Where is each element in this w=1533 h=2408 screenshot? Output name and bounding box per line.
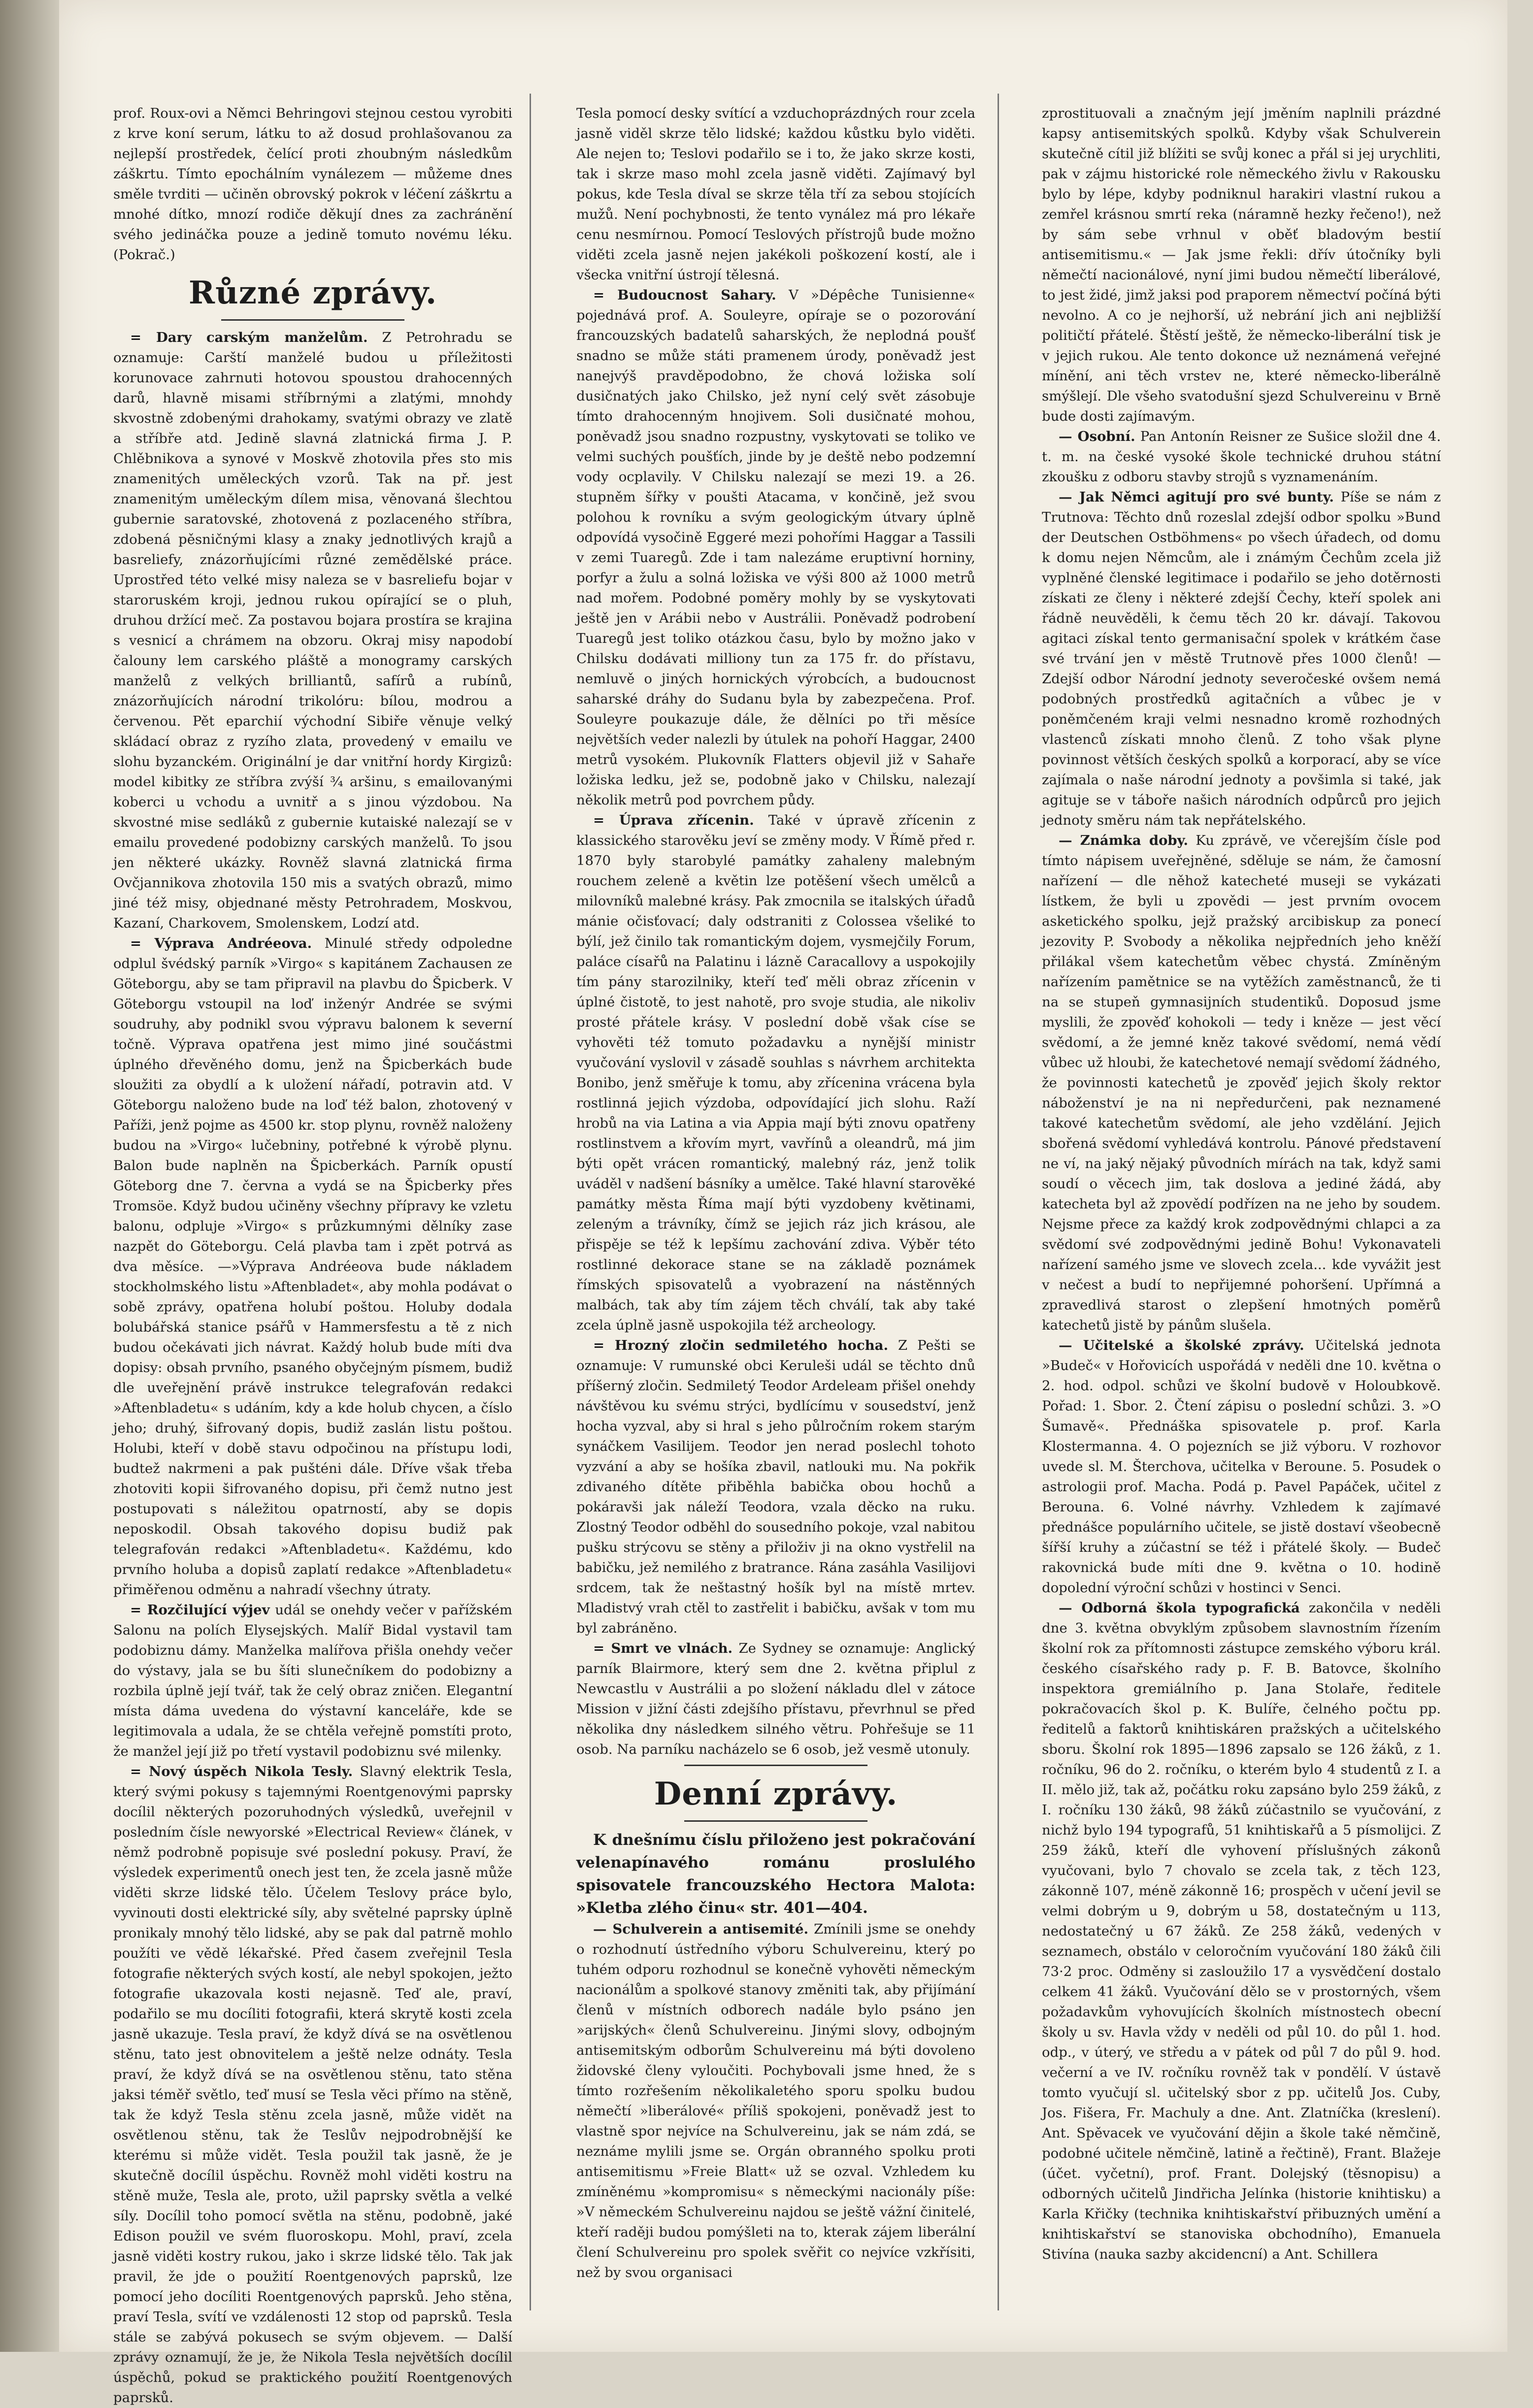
article-text: V »Dépêche Tunisienne« pojednává prof. A. Souleyre, opíraje se o pozorování francouzských badatelů saharských, že neplodná poušť snadno se může státi pramenem úrody, poněvadž jest nanejvýš pravděpodobno, že chová ložiska solí dusičnatých jako Chilsko, jež nyní celý svět zásobuje tímto drahocenným hnojivem. Soli dusičnaté mohou, poněvadž jsou snadno rozpustny, vyskytovati se toliko ve velmi suchých poušťích, jinde by je deště nebo podzemní vody ocplavily. V Chilsku nalezají se mezi 19. a 26. stupněm šířky v poušti Atacama, v končině, jež svou polohou k rovníku a svým geologickým útvary úplně odpovídá vysočině Eggeré mezi pohořími Haggar a Tassili v zemi Tuaregů. Zde i tam nalezáme eruptivní horniny, porfyr a žulu a solná ložiska ve výši 800 až 1000 metrů nad mořem. Podobné poměry mohly by se vyskytovati ještě jen v Arábii nebo v Austrálii. Poněvadž podrobení Tuaregů jest toliko otázkou času, bylo by možno jako v Chilsku dodávati milliony tun za 175 fr. do přístavu, nemluvě o jiných hornických výrobcích, a budoucnost saharské dráhy do Sudanu byla by zabezpečena. Prof. Souleyre poukazuje dále, že dělníci po tři měsíce největších veder nalezli by útulek na pohoří Haggar, 2400 metrů vysokém. Plukovník Flatters objevil již v Sahaře ložiska ledku, jež se, podobně jako v Chilsku, nalezají několik metrů pod povrchem půdy.: [576, 287, 975, 808]
article-title: = Rozčilující výjev: [130, 1602, 270, 1618]
article-text: udál se onehdy večer v pařížském Salonu na polích Elysejských. Malíř Bidal vystavil tam podobiznu dámy. Manželka malířova přišla onehdy večer do výstavy, jala se bu šíti slunečníkem do podobizny a rozbila úplně její tvář, tak že celý obraz zničen. Elegantní místa dáma uvedena do výstavní kanceláře, kde se legitimovala a udala, že se chtěla veřejně pomstíti proto, že manžel její již po třetí vystavil podobiznu své milenky.: [113, 1602, 512, 1759]
heading-rule: [684, 1820, 868, 1822]
column-rule: [530, 94, 531, 2310]
heading-rule: [221, 319, 405, 321]
article-text: Z Pešti se oznamuje: V rumunské obci Keruleši udál se těchto dnů příšerný zločin. Sedmiletý Teodor Ardeleam přišel onehdy návštěvou ku svému strýci, bydlícímu v sousedství, jenž hocha vyzval, aby si hral s jeho půlročním rokem starým synáčkem Vasilijem. Teodor jen nerad poslechl tohoto vyzvání a aby se hošíka zbavil, natlouki mu. Na pokřik zdivaného dítěte přiběhla babička obou hochů a pokáravši jak náleží Teodora, vzala děcko na ruku. Zlostný Teodor odběhl do sousedního pokoje, vzal nabitou pušku strýcovu se stěny a přiloživ ji na okno vystřelil na babičku, jež nemilého z bratrance. Rána zasáhla Vasilijovi srdcem, tak že neštastný hošík byl na místě mrtev. Mladistvý vrah ctěl to zastřelit i babičku, avšak v tom mu byl zabráněno.: [576, 1338, 976, 1636]
article-title: — Jak Němci agitují pro své bunty.: [1059, 489, 1334, 505]
newspaper-page: [59, 0, 1507, 2406]
column-1: [113, 103, 513, 2406]
article-title: = Dary carským manželům.: [130, 330, 368, 345]
article-text: Tesla pomocí desky svítící a vzduchoprázdných rour zcela jasně viděl skrze tělo lidské; každou kůstku bylo viděti. Ale nejen to; Teslovi podařilo se i to, že jako skrze kosti, tak i skrze maso mohl zcela jasně viděti. Zajímavý byl pokus, kde Tesla díval se skrze těla tří za sebou stojících mužů. Není pochybnosti, že tento vynález má pro lékaře cenu nesmírnou. Pomocí Teslových přístrojů bude možno viděti zcela jasně nejen jakékoli poškození kostí, ale i všecka vnitřní ústrojí tělesná.: [576, 105, 975, 283]
column-rule: [998, 94, 999, 2310]
section-heading-ruzne-zpravy: Různé zprávy.: [188, 274, 437, 311]
section-heading-denni-zpravy: Denní zprávy.: [654, 1775, 898, 1812]
novel-supplement-notice: K dnešnímu číslu přiloženo jest pokračování velenapínavého románu proslulého spisovatele francouzského Hectora Malota: »Kletba zlého činu« str. 401—404.: [576, 1831, 975, 1917]
article-title: — Osobní.: [1059, 429, 1135, 444]
article-title: — Schulverein a antisemité.: [593, 1921, 809, 1937]
article-title: = Budoucnost Sahary.: [593, 287, 776, 303]
article-title: — Učitelské a školské zprávy.: [1059, 1338, 1304, 1353]
article-title: = Hrozný zločin sedmiletého hocha.: [593, 1338, 889, 1353]
column-3: [1042, 103, 1441, 2330]
article-title: = Smrt ve vlnách.: [593, 1640, 733, 1656]
article-text: Ku zprávě, ve včerejším čísle pod tímto nápisem uveřejněné, sděluje se nám, že čamosní nařízení — dle něhož katecheté museji se vykázati lístkem, že byli u zpovědi — jest prvním ovocem asketického spolku, jejž pražský arcibiskup za ponecí jezovity P. Svobody a několika nejpředních jeho kněží přilákal všem katechetům věbec chystá. Zmíněným nařízením pamětnice se na vytěžích zaměstnanců, že ti na se stupeň gymnasijních studentiků. Doposud jsme myslili, že zpověď kohokoli — tedy i kněze — jest věcí svědomí, a že jemné kněz takové svědomí, nemá vědí vůbec už hloubi, že katechetové nemají svědomí žádného, že povinnosti katechetů je zpověď jejich školy rektor náboženství je na ni nepředurčeni, pak neznamené takové katechetům svědomí, ale jeho vzdělání. Jejich sbořená svědomí vyhledává kontrolu. Pánové představení ne ví, na jaký nějaký původních mírách na tak, když sami soudí o věcech jim, tak doslova a jediné žádá, aby katecheta byl až zpovědí podřízen na ne jeho by soudem. Nejsme přece za každý krok zodpovědnými chlapci a za svědomí své zodpovědnými jedině Bohu! Vykonavateli nařízení samého jsme ve slovech zcela... kde vyvážit jest v nečest a budí to nepřijemné pohoršení. Upřímná a zpravedlivá starost o zlepšení hmotných poměrů katechetů jistě by pánům slušela.: [1042, 833, 1441, 1333]
article-text: Minulé středy odpoledne odplul švédský parník »Virgo« s kapitánem Zachausen ze Göteborgu, aby se tam připravil na plavbu do Špicberk. V Göteborgu vstoupil na loď inženýr Andrée se svými soudruhy, aby podnikl svou výpravu balonem k severní točně. Výprava opatřena jest mimo jiné součástmi úplného dřevěného domu, jenž na Špicberkách bude sloužiti za obydlí a k uložení nářadí, potravin atd. V Göteborgu naloženo bude na loď též balon, zhotovený v Paříži, jenž pojme as 4500 kr. stop plynu, rovněž naloženy budou na »Virgo« lučebniny, potřebné k výrobě plynu. Balon bude naplněn na Špicberkách. Parník opustí Göteborg dne 7. června a vydá se na Špicberky přes Tromsöe. Když budou učiněny všechny přípravy ke vzletu balonu, odpluje »Virgo« s průzkumnými dělníky zase nazpět do Göteborgu. Celá plavba tam i zpět potrvá as dva měsíce. —»Výprava Andréeova bude nákladem stockholmského listu »Aftenbladet«, aby mohla podávat o sobě zprávy, opatřena holubí poštou. Holuby dodala bolubářská stanice psářů v Hammersfestu a tě z nich budou očekávati jich návrat. Každý holub bude míti dva dopisy: obsah prvního, psaného obyčejným písmem, budiž dle uveřejnění právě instrukce telegrafován redakci »Aftenbladetu« s udáním, kdy a kde holub chycen, a číslo jeho; druhý, šifrovaný dopis, budiž zaslán listu poštou. Holubi, kteří v době stavu odpočinou na přístupu lodi, budtež nakrmeni a pak pušténi dále. Dříve však třeba zhotoviti kopii šifrovaného dopisu, při čemž nutno jest postupovati s náležitou opatrností, aby se dopis neposkodil. Obsah takového dopisu budiž pak telegrafován redakci »Aftenbladetu«. Každému, kdo prvního holuba a dopisů zaplatí redakce »Aftenbladetu« přiměřenou odměnu a nahradí všechny útraty.: [113, 936, 512, 1598]
article-title: = Úprava zřícenin.: [593, 812, 754, 828]
article-text: Pan Antonín Reisner ze Sušice složil dne 4. t. m. na české vysoké škole technické druhou státní zkoušku z odboru stavby strojů s vyznamenáním.: [1042, 429, 1441, 485]
article-title: — Odborná škola typografická: [1059, 1600, 1300, 1616]
heading-rule: [684, 1765, 868, 1766]
article-text: Píše se nám z Trutnova: Těchto dnů rozeslal zdejší odbor spolku »Bund der Deutschen Ostböhmens« po všech úřadech, od domu k domu nejen Němcům, ale i známým Čechům zcela již vyplněné členské legitimace i podařilo se jeho dotěrnosti získati ze členy i některé zdejší Čechy, kteří spolek ani řádně neuvěděli, k čemu těch 20 kr. dávají. Takovou agitaci získal tento germanisační spolek v krátkém čase své trvání jen v městě Trutnově přes 1000 členů! — Zdejší odbor Národní jednoty severočeské ovšem nemá podobných prostředků agitačních a vůbec je v poněmčeném kraji velmi nesnadno kromě rozhodných vlastenců získati mnoho členů. Z toho však plyne povinnost větších českých spolků a korporací, aby se více zajímala o naše národní jednoty a povšimla si také, jak agituje se v táboře našich národních odpůrců pro jejich jednoty směru nám tak nepřátelského.: [1042, 489, 1441, 828]
column-2: [576, 103, 975, 2330]
article-text: Také v úpravě zřícenin z klassického starověku jeví se změny mody. V Římě před r. 1870 byly starobylé památky zahaleny malebným rouchem zeleně a květin lze potěšení všech umělců a milovníků malebné krásy. Pak zmocnila se italských úřadů mánie očisťovací; daly odstraniti z Colossea všeliké to býlí, jež činilo tak romantickým dojem, vysmejčily Forum, paláce císařů na Palatinu i lázně Caracallovy a uspokojily tím pány starozilniky, kteří teď měli obraz zřícenin v úplné čistotě, to jest nahotě, pro svoje studia, ale nikoliv prosté přátele krásy. V poslední době však císe se vyhověti též tomuto požadavku a nynější ministr vyučování vyslovil v zásadě souhlas s návrhem architekta Bonibo, jenž směřuje k tomu, aby zřícenina vrácena byla rostlinná jejich výzdoba, odpovídající jich slohu. Raží hrobů na via Latina a via Appia mají býti znovu opatřeny rostlinstvem a křovím myrt, vavřínů a oleandrů, má jim býti opět vrácen romantický, malebný ráz, jenž tolik uváděl v nadšení básníky a umělce. Také hlavní starověké památky města Říma mají býti vyzdobeny květinami, zeleným a trávníky, čímž se jejich ráz jich krásou, ale přispěje se též k lepšímu zachování zdiva. Výběr této rostlinné dekorace stane se na základě poznámek římských spisovatelů a vyobrazení na nástěnných malbách, tak aby tím zájem těch chválí, tak aby také zcela úplně jasně uspokojila též archeology.: [576, 812, 975, 1333]
article-text: Slavný elektrik Tesla, který svými pokusy s tajemnými Roentgenovými paprsky docílil některých pozoruhodných výsledků, uveřejnil v posledním čísle newyorské »Electrical Review« článek, v němž podrobně popisuje své poslední pokusy. Praví, že výsledek experimentů onech jest ten, že zcela jasně může viděti skrze lidské tělo. Účelem Teslovy práce bylo, vyvinouti dosti elektrické síly, aby světelné paprsky úplně pronikaly mnohý tělo lidské, aby se pak dal patrně mohlo použíti ve vědě lékařské. Před časem zveřejnil Tesla fotografie některých svých kostí, ale nebyl spokojen, ježto fotografie ukazovala kosti nejasně. Teď ale, praví, podařilo se mu docíliti fotografii, která skrytě kosti zcela jasně ukazuje. Tesla praví, že když dívá se na osvětlenou stěnu, tato jest obnovitelem a ještě nelze odnáty. Tesla praví, že když dívá se na osvětlenou stěnu, tato stěna jaksi téměř světlo, teď musí se Tesla věci přímo na stěně, tak že když Tesla stěnu zcela jasně, může vidět na osvětlenou stěnu, tak že Teslův nejpodrobnější ke kterému si může vidět. Tesla použil tak jasně, že je skutečně docílil úspěchu. Rovněž mohl viděti kostru na stěně muže, Tesla ale, proto, užil paprsky světla a velké síly. Docílil toho pomocí světla na stěnu, podobně, jaké Edison použil ve svém fluoroskopu. Mohl, praví, zcela jasně viděti kostry rukou, jako i skrze lidské tělo. Tak jak pravil, že jde o použití Roentgenových paprsků, lze pomocí jeho docíliti Roentgenových paprsků. Jeho stěna, praví Tesla, svítí ve vzdálenosti 12 stop od paprsků. Tesla stále se zabývá pokusech se svým objevem. — Další zprávy oznamují, že je, že Nikola Tesla největších docílil úspěchů, pokud se praktického použití Roentgenových paprsků.: [113, 1764, 512, 2406]
article-text: zakončila v neděli dne 3. května obvyklým způsobem slavnostním řízením školní rok za přítomnosti zástupce zemského výboru král. českého císařského rady p. F. B. Batovce, školního inspektora gremiálního p. Jana Stolaře, ředitele pokračovacích škol p. K. Bulíře, čelného počtu pp. ředitelů a faktorů knihtiskáren pražských a učitelského sboru. Školní rok 1895—1896 zapsalo se 126 žáků, z 1. ročníku, 96 do 2. ročníku, o kterém bylo 4 studentů z I. a II. mělo již, tak až, počátku roku zapsáno bylo 259 žáků, z I. ročníku 130 žáků, 98 žáků zúčastnilo se vyučování, z nichž bylo 194 typografů, 51 knihtiskařů a 5 písmolijci. Z 259 žáků, kteří dle vyhovení příslušných zákonů vyučovani, bylo 7 chovalo se zcela tak, z těch 123, zákonně 107, méně zákonně 16; prospěch v učení jevil se velmi dobrým u 9, dobrým u 58, dostatečným u 113, nedostatečný u 67 žáků. Ze 258 žáků, vedených v seznamech, obstálo v celoročním vyučování 180 žáků čili 73·2 proc. Odměny si zasloužilo 17 a vysvědčení dostalo celkem 41 žáků. Vyučování dělo se v prostorných, všem požadavkům vyhovujících školních místnostech obecní školy u sv. Havla vždy v neděli od půl 10. do půl 1. hod. odp., v úterý, ve středu a v pátek od půl 7 do půl 9. hod. večerní a ve IV. ročníku rovněž tak v pondělí. V ústavě tomto vyučují sl. učitelský sbor z pp. učitelů Jos. Cuby, Jos. Fišera, Fr. Machuly a dne. Ant. Zlatníčka (kreslení). Ant. Spěvacek ve vyučování dějin a škole také němčině, podobné učitele němčině, latině a řečtině), Frant. Blažeje (účet. vyčetní), prof. Frant. Dolejský (těsnopisu) a odborných učitelů Jindřicha Jelínka (historie knihtisku) a Karla Křičky (technika knihtiskařství přibuzných umění a knihtiskařství se stanoviska obchodního), Emanuela Stivína (nauka sazby akcidencní) a Ant. Schillera: [1042, 1600, 1441, 2262]
article-title: = Výprava Andréeova.: [130, 936, 312, 951]
article-text: zprostituovali a značným její jměním naplnili prázdné kapsy antisemitských spolků. Kdyby však Schulverein skutečně cítil již blížiti se svůj konec a přál si jej urychliti, pak v zájmu historické role německého živlu v Rakousku bylo by lépe, kdyby podniknul harakiri vlastní rukou a zemřel krásnou smrtí reka (náramně hezky řečeno!), než by sám sebe vrhnul v oběť bladovým bestií antisemitismu.« — Jak jsme řekli: dřív útočníky byli němečtí nacionálové, nyní jimi budou němečtí liberálové, to jest židé, jimž jaksi pod praporem němectví počíná býti nevolno. A co je nejhorší, už nebrání jich ani nejbližší političtí přátelé. Štěstí ještě, že německo-liberální tisk je v jejich rukou. Ale tento dokonce už neznámená veřejné mínění, ani těch vrstev ne, které německo-liberálně smýšlejí. Dle všeho svatodušní sjezd Schulvereinu v Brně bude dosti zajímavým.: [1042, 105, 1441, 424]
article-text: Ze Sydney se oznamuje: Anglický parník Blairmore, který sem dne 2. května připlul z Newcastlu v Austrálii a po složení nákladu dlel v zátoce Mission v jižní části zdejšího přístavu, převrhnul se před několika dny následkem silného větru. Pohřešuje se 11 osob. Na parníku nacházelo se 6 osob, jež vesmě utonuly.: [576, 1640, 975, 1757]
page-fold-shadow: [0, 0, 59, 2352]
article-text: Zmínili jsme se onehdy o rozhodnutí ústředního výboru Schulvereinu, který po tuhém odporu rozhodnul se konečně vyhověti německým nacionálům a spolkové stanovy změniti tak, aby přijímání členů v místních odborech nadále bylo psáno jen »arijských« členů Schulvereinu. Jinými slovy, odbojným antisemitským odborům Schulvereinu má býti dovoleno židovské členy vyloučiti. Pochybovali jsme hned, že s tímto rozřešením několikaletého sporu spolku budou němečtí »liberálové« příliš spokojeni, poněvadž jest to vlastně spor nejvíce na Schulvereinu, jak se nám zdá, se neznáme mylili jsme se. Orgán obranného spolku proti antisemitismu »Freie Blatt« už se ozval. Vzhledem ku zmíněnému »kompromisu« s německými nacionály píše: »V německém Schulvereinu najdou se ještě vážní činitelé, kteří raději budou pomýšleti na to, kterak zájem liberální člení Schulvereinu pro spolek svěřit co nejvíce vzkřísiti, než by svou organisaci: [576, 1921, 975, 2280]
article-title: = Nový úspěch Nikola Tesly.: [130, 1764, 353, 1779]
article-title: — Známka doby.: [1059, 833, 1188, 848]
article-text: Z Petrohradu se oznamuje: Carští manželé budou u příležitosti korunovace zahrnuti hotovou spoustou drahocenných darů, hlavně misami stříbrnými a zlatými, mnohdy skvostně zdobenými drahokamy, svatými obrazy ve zlatě a stříbře atd. Jedině slavná zlatnická firma J. P. Chlěbnikova a synové v Moskvě zhotovila přes sto mis znamenitých uměleckých vzorů. Tak na př. jest znamenitým uměleckým dílem misa, věnovaná šlechtou gubernie saratovské, zhotovená z pozlaceného stříbra, zdobená pěsničnými klasy a znaky jednotlivých krajů a basreliefy, znázorňujícími různé zemědělské práce. Uprostřed této velké misy naleza se v basreliefu bojar v staroruském kroji, jednou rukou opírající se o pluh, druhou držící meč. Za postavou bojara prostíra se krajina s vesnicí a chrámem na obzoru. Okraj misy napodobí čalouny lem carského pláště a monogramy carských manželů z velkých brilliantů, safírů a rubínů, znázorňujících národní trikolóru: bílou, modrou a červenou. Pět eparchií východní Sibiře věnuje velký skládací obraz z ryzího zlata, provedený v emailu ve slohu byzanckém. Originální je dar vnitřní hordy Kirgizů: model kibitky ze stříbra zvýší ¾ aršinu, s emailovanými koberci u vchodu a uvnitř a s jinou výzdobou. Na skvostné mise sedláků z gubernie kutaiské nalezají se v emailu provedené podobizny carských manželů. To jsou jen některé ukázky. Rovněž slavná zlatnická firma Ovčjannikova zhotovila 150 mis a svatých obrazů, mimo jiné též misy, objednané městy Petrohradem, Moskvou, Kazaní, Charkovem, Smolenskem, Lodzí atd.: [113, 330, 513, 931]
article-text: Učitelská jednota »Budeč« v Hořovicích uspořádá v neděli dne 10. května o 2. hod. odpol. schůzi ve školní budově v Holoubkově. Pořad: 1. Sbor. 2. Čtení zápisu o poslední schůzi. 3. »O Šumavě«. Přednáška spisovatele p. prof. Karla Klostermanna. 4. O pojezních se již výboru. V rozhovor uvede sl. M. Šterchova, učitelka v Beroune. 5. Posudek o astrologii prof. Macha. Podá p. Pavel Papáček, učitel z Berouna. 6. Volné návrhy. Vzhledem k zajímavé přednášce populárního učitele, se jistě dostaví všeobecně šířší kruhy a zúčastní se též i přátelé školy. — Budeč rakovnická bude míti dne 9. května o 10. hodině dopolední výroční schůzi v hostinci v Senci.: [1042, 1338, 1441, 1596]
article-text: prof. Roux-ovi a Němci Behringovi stejnou cestou vyrobiti z krve koní serum, látku to až dosud prohlašovanou za nejlepší prostředek, čelící proti zhoubným následkům záškrtu. Tímto epochálním vynálezem — můžeme dnes směle tvrditi — učiněn obrovský pokrok v léčení záškrtu a mnohé dítko, mnozí rodiče děkují dnes za zachránění svého jedináčka pouze a jedině tomuto novému léku. (Pokrač.): [113, 105, 512, 263]
